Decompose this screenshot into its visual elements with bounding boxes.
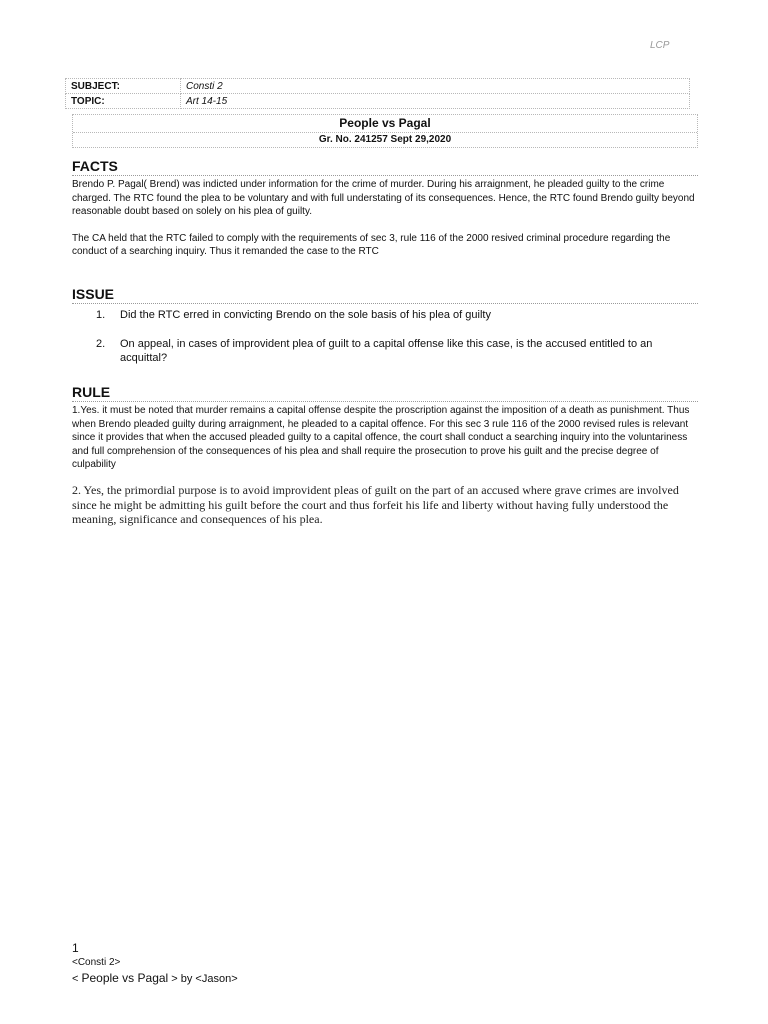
page-number: 1 <box>72 941 79 955</box>
facts-heading: FACTS <box>72 158 698 176</box>
rule-paragraph-1: 1.Yes. it must be noted that murder remains a capital offense despite the proscription against the imposition of a death as punishment. Thus when Brendo pleaded guilty during arraignment, he pleaded to a capital offence. For this sec 3 rule 116 of the 2000 revised rules is relevant since it provides that when the accused pleaded guilty to a capital offence, the court shall conduct a searching inquiry into the voluntariness and full comprehension of the consequences of his plea and shall require the prosecution to prove his guilt and the precise degree of culpability <box>72 405 690 470</box>
issue-list <box>72 308 698 365</box>
issue-number: 2. <box>96 338 106 350</box>
subject-key: SUBJECT: <box>66 79 181 94</box>
footer-title-main: People vs Pagal <box>81 971 169 985</box>
issue-item <box>72 337 698 365</box>
header-mark: LCP <box>650 40 670 51</box>
metadata-table <box>65 78 690 109</box>
topic-key: TOPIC: <box>66 94 181 109</box>
issue-heading: ISSUE <box>72 286 698 304</box>
issue-text: Did the RTC erred in convicting Brendo on the sole basis of his plea of guilty <box>120 309 491 321</box>
case-title-box <box>72 114 698 148</box>
subject-row <box>66 79 690 94</box>
facts-section <box>72 158 698 259</box>
issue-number: 1. <box>96 309 106 321</box>
issue-item <box>72 308 698 322</box>
footer-subject: <Consti 2> <box>72 957 121 968</box>
topic-value: Art 14-15 <box>181 94 690 109</box>
facts-paragraph: Brendo P. Pagal( Brend) was indicted under information for the crime of murder. During his arraignment, he pleaded guilty to the crime charged. The RTC found the plea to be voluntary and with full understating of its consequences. Hence, the RTC found Brendo guilty beyond reasonable doubt based on solely on his plea of guilty. <box>72 179 695 217</box>
facts-paragraph: The CA held that the RTC failed to comply with the requirements of sec 3, rule 116 of the 2000 resived criminal procedure regarding the conduct of a searching inquiry. Thus it remanded the case to the RTC <box>72 232 671 257</box>
subject-value: Consti 2 <box>181 79 690 94</box>
topic-row <box>66 94 690 109</box>
footer-title-suffix: > by <Jason> <box>168 973 238 985</box>
issue-section <box>72 286 698 380</box>
issue-text: On appeal, in cases of improvident plea of guilt to a capital offense like this case, is the accused entitled to an acquittal? <box>120 338 653 364</box>
footer-title-prefix: < <box>72 973 82 985</box>
case-title: People vs Pagal <box>73 115 697 133</box>
footer-title <box>72 971 238 985</box>
rule-heading: RULE <box>72 384 698 402</box>
rule-section <box>72 384 698 472</box>
case-number: Gr. No. 241257 Sept 29,2020 <box>318 134 452 145</box>
rule-paragraph-2: 2. Yes, the primordial purpose is to avoid improvident pleas of guilt on the part of an accused where grave crimes are involved since he might be admitting his guilt before the court and thus forfeit his life and liberty without having fully understood the meaning, significance and consequences of his plea. <box>72 483 679 526</box>
